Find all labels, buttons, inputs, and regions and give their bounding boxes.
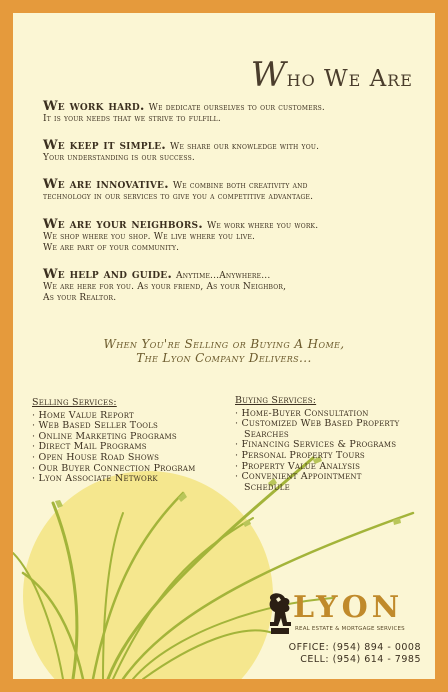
buying-services-list: [235, 396, 399, 493]
page-title: Who We Are: [250, 55, 413, 95]
list-item: · Customized Web Based Property: [235, 419, 399, 430]
block-text: We combine both creativity and: [172, 181, 308, 191]
block-heading: We are your neighbors.: [43, 217, 203, 232]
block-text: We are part of your community.: [43, 243, 180, 253]
tagline: [13, 337, 435, 365]
value-block-keep-simple: [43, 140, 423, 164]
block-text: Anytime...Anywhere...: [176, 271, 271, 281]
block-text: We shop where you shop. We live where you live.: [43, 232, 256, 242]
list-item: · Financing Services & Programs: [235, 440, 399, 451]
selling-services-heading: Selling Services:: [32, 397, 117, 408]
list-item: · Our Buyer Connection Program: [32, 464, 195, 475]
brand-subtitle: REAL ESTATE & MORTGAGE SERVICES: [295, 626, 405, 632]
lion-crest-icon: [267, 592, 293, 636]
brand-name: LYON: [293, 590, 404, 625]
buying-services-heading: Buying Services:: [235, 395, 317, 406]
block-heading: We help and guide.: [43, 267, 173, 282]
list-item-continuation: Schedule: [244, 481, 290, 493]
list-item: · Personal Property Tours: [235, 451, 399, 462]
block-heading: We keep it simple.: [43, 138, 167, 153]
tagline-line: When You're Selling or Buying A Home,: [103, 337, 345, 351]
list-item: · Lyon Associate Network: [32, 474, 195, 485]
value-block-help-guide: [43, 269, 423, 304]
value-block-innovative: [43, 179, 423, 203]
block-text: As your Realtor.: [43, 293, 117, 303]
list-item: · Open House Road Shows: [32, 453, 195, 464]
list-item: · Home Value Report: [32, 411, 195, 422]
block-text: technology in our services to give you a competitive advantage.: [43, 192, 314, 202]
list-item: · Home-Buyer Consultation: [235, 409, 399, 420]
block-text: We dedicate ourselves to our customers.: [148, 103, 325, 113]
cell-phone: CELL: (954) 614 - 7985: [300, 654, 421, 665]
list-item: · Property Value Analysis: [235, 462, 399, 473]
list-item: · Online Marketing Programs: [32, 432, 195, 443]
tagline-line: The Lyon Company Delivers...: [136, 351, 312, 365]
selling-services-list: [32, 398, 195, 485]
block-text: We share our knowledge with you.: [170, 142, 320, 152]
block-text: We are here for you. As your friend, As your Neighbor,: [43, 282, 287, 292]
flyer-page: [13, 13, 435, 679]
list-item-continuation: Searches: [244, 428, 289, 440]
list-item: · Direct Mail Programs: [32, 442, 195, 453]
value-block-work-hard: [43, 101, 423, 125]
block-text: It is your needs that we strive to fulfill.: [43, 114, 221, 124]
block-heading: We work hard.: [43, 99, 145, 114]
value-block-neighbors: [43, 219, 423, 254]
office-phone: OFFICE: (954) 894 - 0008: [288, 642, 421, 653]
list-item: · Web Based Seller Tools: [32, 421, 195, 432]
list-item: · Convenient Appointment: [235, 472, 399, 483]
block-text: Your understanding is our success.: [43, 153, 195, 163]
lyon-logo: [267, 592, 427, 637]
block-text: We work where you work.: [206, 221, 319, 231]
block-heading: We are innovative.: [43, 177, 169, 192]
